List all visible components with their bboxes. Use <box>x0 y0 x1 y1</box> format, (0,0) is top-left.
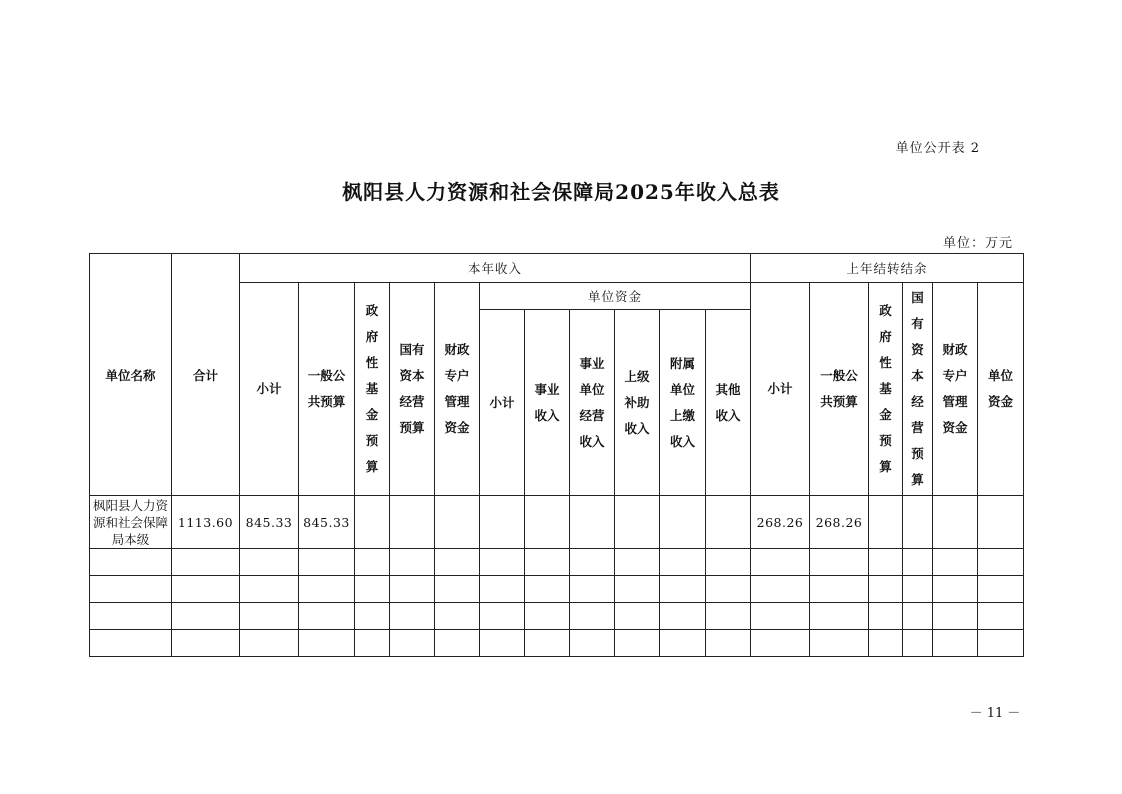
table-cell <box>390 496 435 549</box>
table-cell <box>869 630 903 657</box>
table-row <box>90 603 1024 630</box>
table-cell <box>978 603 1024 630</box>
table-cell <box>355 603 390 630</box>
table-cell <box>435 603 480 630</box>
table-cell <box>299 630 355 657</box>
table-cell <box>480 576 525 603</box>
table-cell <box>751 603 810 630</box>
page-number: － 11 － <box>969 706 1021 721</box>
table-row <box>90 576 1024 603</box>
header-cur-fiscal-special <box>435 283 480 496</box>
table-cell <box>706 549 751 576</box>
table-cell <box>570 549 615 576</box>
header-prior-fiscal-special <box>933 283 978 496</box>
table-cell <box>978 496 1024 549</box>
table-cell <box>751 549 810 576</box>
header-text: 附属 单位 上缴 收入 <box>669 355 695 449</box>
table-cell <box>706 603 751 630</box>
table-cell <box>615 496 660 549</box>
header-text: 事业 单位 经营 收入 <box>579 355 605 449</box>
table-cell <box>172 603 240 630</box>
table-cell <box>660 496 706 549</box>
table-cell <box>480 549 525 576</box>
header-prior-state-capital <box>903 283 933 496</box>
header-text: 小计 <box>489 394 515 410</box>
header-current-year: 本年收入 <box>240 254 751 283</box>
table-cell <box>660 549 706 576</box>
table-cell <box>525 496 570 549</box>
cell-unit-name <box>90 603 172 630</box>
cell-unit-name <box>90 549 172 576</box>
table-cell <box>525 549 570 576</box>
table-row <box>90 496 1024 549</box>
table-cell <box>480 496 525 549</box>
table-cell <box>660 630 706 657</box>
table-cell <box>390 630 435 657</box>
header-prior-general-budget <box>810 283 869 496</box>
header-cur-gov-fund <box>355 283 390 496</box>
table-cell <box>355 549 390 576</box>
table-cell <box>355 630 390 657</box>
table-cell <box>355 576 390 603</box>
table-cell <box>903 549 933 576</box>
table-cell <box>751 630 810 657</box>
table-cell <box>299 549 355 576</box>
table-cell <box>172 549 240 576</box>
table-cell <box>660 603 706 630</box>
header-prior-year: 上年结转结余 <box>751 254 1024 283</box>
table-cell <box>615 630 660 657</box>
table-cell <box>933 603 978 630</box>
header-cur-state-capital <box>390 283 435 496</box>
header-text: 国有 资本 经营 预算 <box>399 342 425 435</box>
table-cell <box>390 576 435 603</box>
header-unit-funds: 单位资金 <box>480 283 751 310</box>
cell-unit-name <box>90 576 172 603</box>
header-uf-subtotal <box>480 310 525 496</box>
header-text: 其他 收入 <box>715 381 741 423</box>
table-cell <box>390 603 435 630</box>
table-cell <box>903 496 933 549</box>
table-cell <box>570 603 615 630</box>
table-cell <box>525 576 570 603</box>
header-text: 政 府 性 基 金 预 算 <box>365 303 379 474</box>
table-cell <box>810 576 869 603</box>
table-label: 单位公开表 2 <box>895 141 980 156</box>
table-cell <box>706 576 751 603</box>
table-cell <box>903 603 933 630</box>
table-cell <box>435 576 480 603</box>
table-cell: 845.33 <box>240 496 299 549</box>
header-uf-business-income <box>525 310 570 496</box>
table-cell <box>172 630 240 657</box>
header-cur-general-budget <box>299 283 355 496</box>
table-row <box>90 630 1024 657</box>
table-cell <box>570 576 615 603</box>
table-cell <box>435 549 480 576</box>
table-cell <box>751 576 810 603</box>
cell-unit-name <box>90 630 172 657</box>
table-cell <box>706 496 751 549</box>
table-cell <box>480 630 525 657</box>
header-uf-subordinate-remit <box>660 310 706 496</box>
table-cell <box>299 576 355 603</box>
table-cell <box>240 630 299 657</box>
table-cell <box>903 576 933 603</box>
header-unit-name: 单位名称 <box>90 254 172 496</box>
header-text: 一般公 共预算 <box>307 368 346 409</box>
table-cell <box>978 576 1024 603</box>
table-cell <box>525 630 570 657</box>
table-cell <box>903 630 933 657</box>
table-cell <box>810 603 869 630</box>
table-cell <box>810 630 869 657</box>
income-summary-table <box>89 253 1024 657</box>
table-cell <box>570 630 615 657</box>
table-cell: 1113.60 <box>172 496 240 549</box>
header-text: 单位 资金 <box>988 368 1014 409</box>
table-cell <box>933 576 978 603</box>
table-cell: 268.26 <box>751 496 810 549</box>
header-cur-subtotal <box>240 283 299 496</box>
header-text: 国 有 资 本 经 营 预 算 <box>911 290 924 487</box>
unit-label: 单位：万元 <box>942 236 1013 251</box>
table-cell <box>869 603 903 630</box>
table-cell <box>615 576 660 603</box>
table-cell <box>615 603 660 630</box>
table-row <box>90 549 1024 576</box>
header-text: 一般公 共预算 <box>820 368 858 409</box>
header-text: 事业 收入 <box>534 381 560 423</box>
table-cell <box>525 603 570 630</box>
table-cell <box>240 549 299 576</box>
page-title: 枫阳县人力资源和社会保障局2025年收入总表 <box>342 180 780 204</box>
table-cell <box>240 603 299 630</box>
header-text: 政 府 性 基 金 预 算 <box>879 303 892 474</box>
table-cell <box>480 603 525 630</box>
table-cell <box>869 549 903 576</box>
header-uf-superior-subsidy <box>615 310 660 496</box>
table-cell <box>978 549 1024 576</box>
table-cell <box>869 496 903 549</box>
header-uf-other-income <box>706 310 751 496</box>
table-cell <box>978 630 1024 657</box>
table-cell <box>435 496 480 549</box>
header-total: 合计 <box>172 254 240 496</box>
table-cell <box>390 549 435 576</box>
table-cell <box>933 496 978 549</box>
table-cell <box>615 549 660 576</box>
header-prior-unit-funds <box>978 283 1024 496</box>
header-text: 财政 专户 管理 资金 <box>444 342 470 435</box>
table-cell: 845.33 <box>299 496 355 549</box>
table-cell: 268.26 <box>810 496 869 549</box>
table-cell <box>355 496 390 549</box>
header-prior-gov-fund <box>869 283 903 496</box>
table-cell <box>869 576 903 603</box>
header-text: 上级 补助 收入 <box>624 368 650 436</box>
header-text: 小计 <box>256 381 282 396</box>
header-uf-operating-income <box>570 310 615 496</box>
table-cell <box>660 576 706 603</box>
table-cell <box>570 496 615 549</box>
header-text: 小计 <box>767 381 793 396</box>
table-cell <box>933 549 978 576</box>
table-cell <box>172 576 240 603</box>
table-cell <box>706 630 751 657</box>
table-cell <box>933 630 978 657</box>
table-cell <box>240 576 299 603</box>
cell-unit-name: 枫阳县人力资源和社会保障局本级 <box>90 496 172 549</box>
header-text: 财政 专户 管理 资金 <box>942 342 968 435</box>
table-cell <box>299 603 355 630</box>
table-cell <box>810 549 869 576</box>
table-cell <box>435 630 480 657</box>
header-prior-subtotal <box>751 283 810 496</box>
